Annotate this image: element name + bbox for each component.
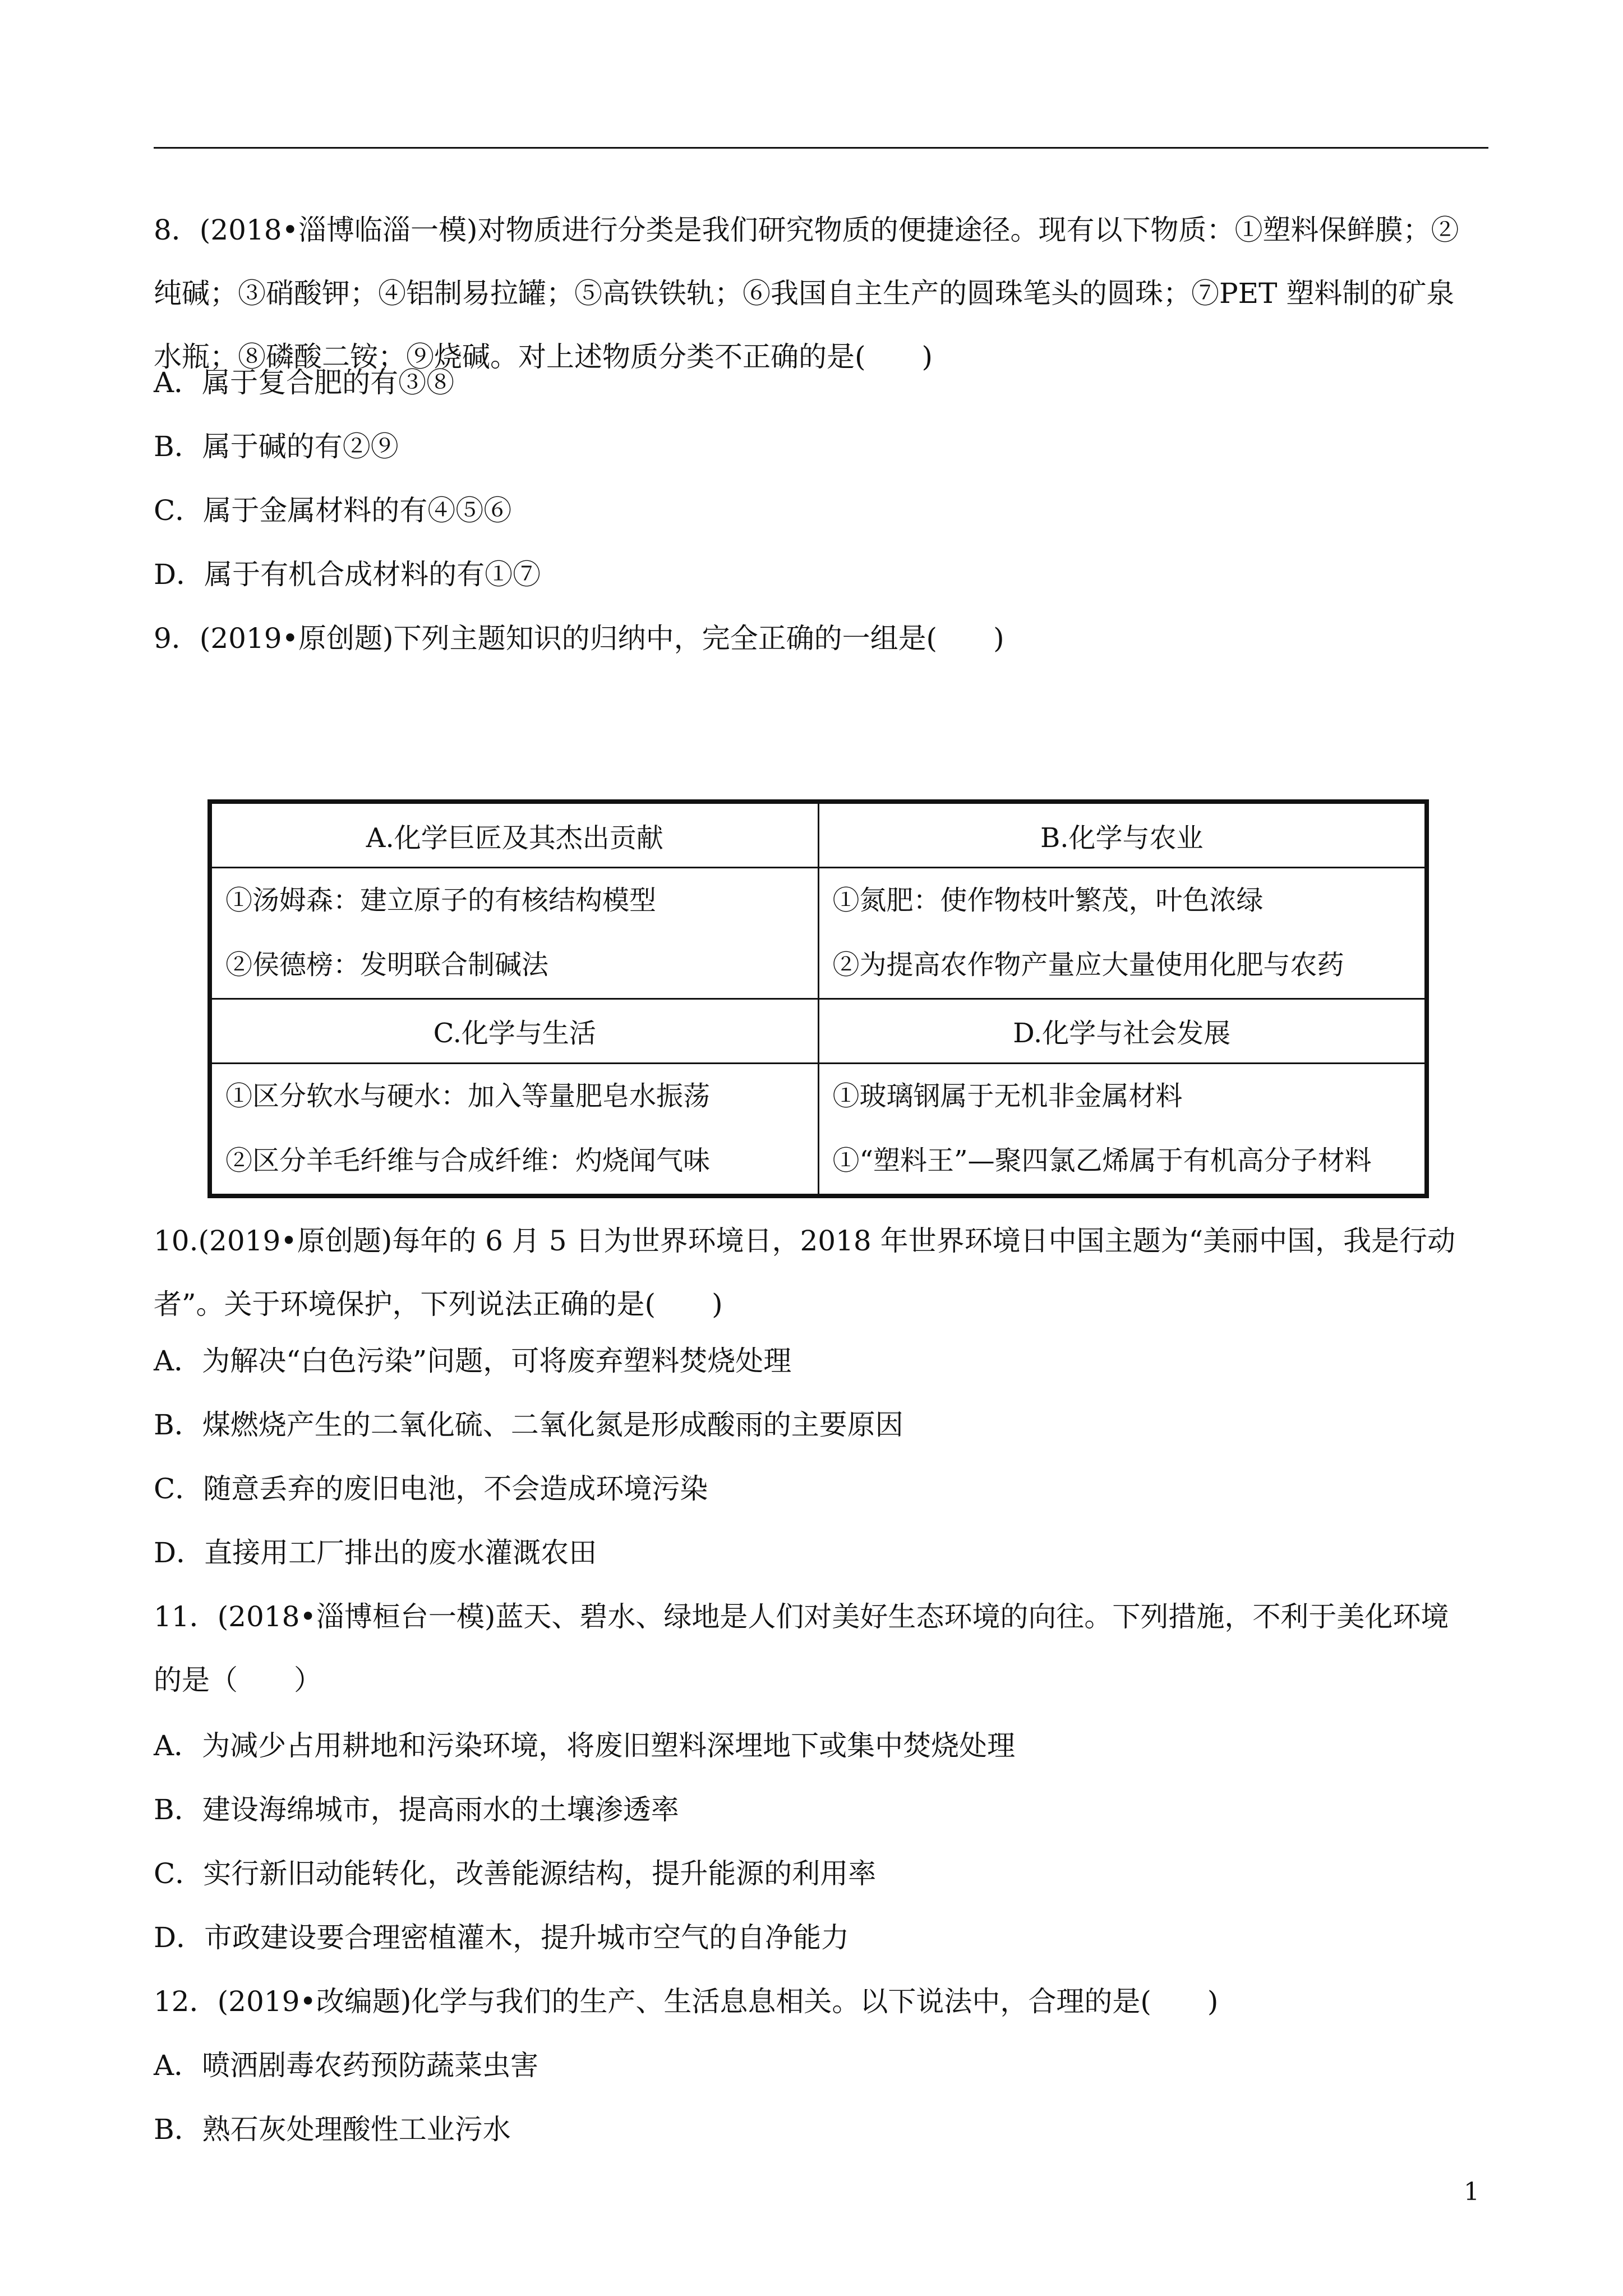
question-11-option-d: D．市政建设要合理密植灌木，提升城市空气的自净能力 (154, 1921, 850, 1954)
table-d-item-2: ①“塑料王”—聚四氯乙烯属于有机高分子材料 (832, 1145, 1372, 1177)
question-10-option-d: D．直接用工厂排出的废水灌溉农田 (154, 1536, 597, 1569)
table-cell-b (818, 868, 1427, 999)
question-10-stem (154, 1209, 1490, 1336)
question-8-line-2: 纯碱；③硝酸钾；④铝制易拉罐；⑤高铁铁轨；⑥我国自主生产的圆珠笔头的圆珠；⑦PET 塑料制的矿泉 (154, 277, 1455, 310)
table-b-item-2: ②为提高农作物产量应大量使用化肥与农药 (832, 949, 1344, 981)
question-8-option-d: D．属于有机合成材料的有①⑦ (154, 558, 541, 591)
question-10-line-2: 者”。关于环境保护，下列说法正确的是( ) (154, 1288, 723, 1320)
question-12-option-b: B．熟石灰处理酸性工业污水 (154, 2113, 511, 2146)
page-number: 1 (1464, 2178, 1479, 2206)
question-12-stem: 12．(2019•改编题)化学与我们的生产、生活息息相关。以下说法中，合理的是( ) (154, 1985, 1219, 2018)
question-8-option-a: A．属于复合肥的有③⑧ (154, 366, 455, 399)
table-cell-a (210, 868, 818, 999)
table-header-a: A.化学巨匠及其杰出贡献 (210, 802, 818, 868)
table-a-item-1: ①汤姆森：建立原子的有核结构模型 (225, 885, 657, 917)
question-11-line-1: 11．(2018•淄博桓台一模)蓝天、碧水、绿地是人们对美好生态环境的向往。下列措施，不利于美化环境 (154, 1600, 1449, 1633)
table-header-c: C.化学与生活 (210, 999, 818, 1063)
table-d-item-1: ①玻璃钢属于无机非金属材料 (832, 1080, 1183, 1112)
question-9-stem: 9．(2019•原创题)下列主题知识的归纳中，完全正确的一组是( ) (154, 622, 1004, 655)
table-a-item-2: ②侯德榜：发明联合制碱法 (225, 949, 549, 981)
question-8-line-1: 8．(2018•淄博临淄一模)对物质进行分类是我们研究物质的便捷途径。现有以下物质：①塑料保鲜膜；② (154, 214, 1459, 246)
question-11-stem (154, 1585, 1490, 1712)
question-10-option-c: C．随意丢弃的废旧电池，不会造成环境污染 (154, 1473, 708, 1505)
question-8-line-3: 水瓶；⑧磷酸二铵；⑨烧碱。对上述物质分类不正确的是( ) (154, 341, 933, 373)
question-10-option-a: A．为解决“白色污染”问题，可将废弃塑料焚烧处理 (154, 1345, 792, 1377)
table-c-item-1: ①区分软水与硬水：加入等量肥皂水振荡 (225, 1080, 711, 1112)
header-rule (154, 147, 1488, 149)
table-header-b: B.化学与农业 (818, 802, 1427, 868)
question-9-knowledge-table (208, 799, 1429, 1198)
table-b-item-1: ①氮肥：使作物枝叶繁茂，叶色浓绿 (832, 885, 1264, 917)
table-c-item-2: ②区分羊毛纤维与合成纤维：灼烧闻气味 (225, 1145, 711, 1177)
question-11-option-c: C．实行新旧动能转化，改善能源结构，提升能源的利用率 (154, 1857, 877, 1890)
question-10-line-1: 10.(2019•原创题)每年的 6 月 5 日为世界环境日，2018 年世界环境日中国主题为“美丽中国，我是行动 (154, 1225, 1456, 1257)
question-12-option-a: A．喷洒剧毒农药预防蔬菜虫害 (154, 2049, 539, 2082)
question-8-option-c: C．属于金属材料的有④⑤⑥ (154, 494, 512, 527)
table-header-d: D.化学与社会发展 (818, 999, 1427, 1063)
table-cell-d (818, 1063, 1427, 1196)
question-11-option-b: B．建设海绵城市，提高雨水的土壤渗透率 (154, 1793, 679, 1826)
question-10-option-b: B．煤燃烧产生的二氧化硫、二氧化氮是形成酸雨的主要原因 (154, 1409, 903, 1441)
question-11-line-2: 的是（ ） (154, 1664, 322, 1696)
table-cell-c (210, 1063, 818, 1196)
question-11-option-a: A．为减少占用耕地和污染环境，将废旧塑料深埋地下或集中焚烧处理 (154, 1729, 1016, 1762)
question-8-option-b: B．属于碱的有②⑨ (154, 430, 399, 463)
